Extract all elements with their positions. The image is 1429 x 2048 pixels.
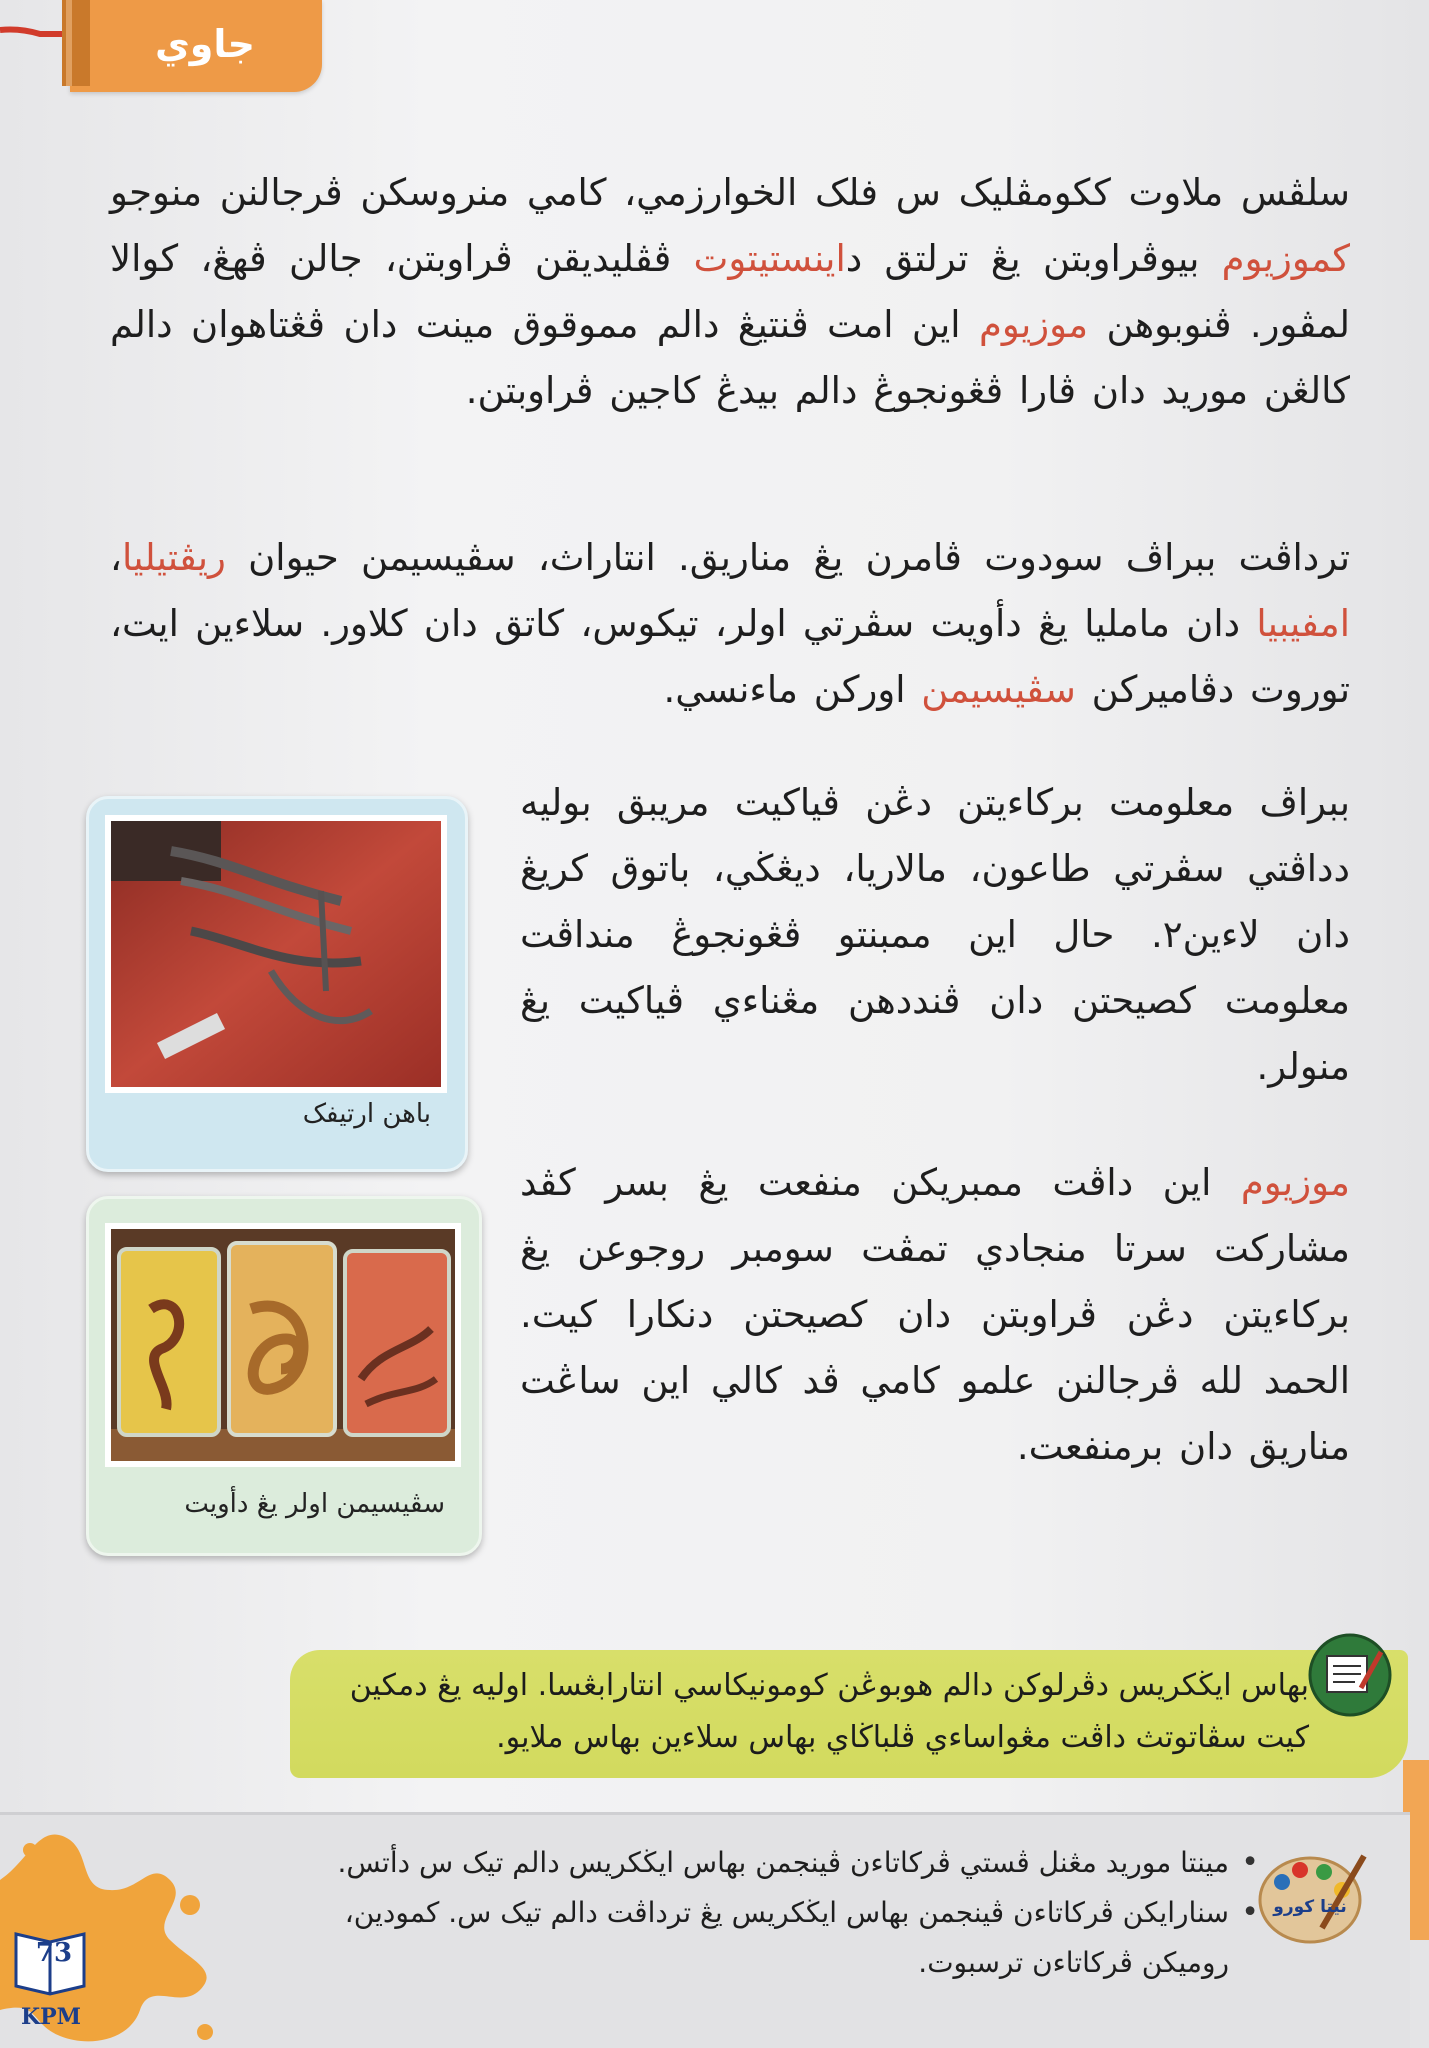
publisher-label: KPM [20, 2004, 82, 2030]
paragraph-text: ترداڤت ببراڤ سودوت ڤامرن يڠ مناريق. انتاراث، سڤيسيمن حيوان [225, 536, 1350, 579]
activity-item: • مينتا موريد مڠنل ڤستي ڤرکاتاءن ڤينجمن بهاس ايڬکريس دالم تيک س دأتس. [259, 1838, 1259, 1888]
paragraph-2 [110, 525, 1350, 723]
figure-card-artifacts [86, 796, 468, 1172]
paragraph-text: ، [110, 536, 122, 579]
highlight-word: کموزيوم [1221, 237, 1350, 280]
language-tab-label: جاوي [154, 22, 256, 66]
preserved-snake-jars-image [105, 1223, 461, 1467]
paragraph-text: بيوڤراوبتن يڠ ترلتق د [845, 237, 1222, 280]
paragraph-text: سلڤس ملاوت ككومڤليک س فلک الخوارزمي، کامي منروسکن ڤرجالنن منوجو [110, 171, 1350, 214]
palette-badge-label: نيتا کورو [1273, 1897, 1347, 1917]
highlight-word: سڤيسيمن [921, 668, 1076, 711]
language-tab [70, 0, 322, 92]
highlight-word: موزيوم [1240, 1161, 1350, 1204]
artifact-tools-image [105, 815, 447, 1093]
figure-caption: باهن ارتيفک [302, 1099, 431, 1129]
highlight-word: اينستيتوت [693, 237, 846, 280]
notepad-pencil-icon [1305, 1630, 1395, 1720]
activity-item: • سنارايکن ڤرکاتاءن ڤينجمن بهاس ايڬکريس يڠ ترداڤت دالم تيک س. کمودين، روميکن ڤرکاتاءن ترسبوت. [259, 1888, 1259, 1988]
palette-badge [1252, 1838, 1372, 1958]
highlight-word: امفيبيا [1256, 602, 1350, 645]
figure-card-specimens [86, 1196, 482, 1556]
paragraph-text: اين امت ڤنتيڠ دالم مموقوق مينت دان ڤڠتاهوان دالم کالڠن موريد دان ڤارا ڤڠونجوڠ دالم بيدڠ کاجين ڤراوبتن. [110, 303, 1350, 412]
paragraph-4 [520, 1150, 1350, 1480]
paragraph-3 [520, 770, 1350, 1100]
figure-caption: سڤيسيمن اولر يڠ دأويت [184, 1489, 445, 1519]
page-number-badge [10, 1920, 90, 2030]
paragraph-text: اورکن ماءنسي. [663, 668, 922, 711]
activity-list [259, 1838, 1259, 1988]
paragraph-text: دان مامليا يڠ دأويت سڤرتي اولر، تيکوس، کاتق دان کلاور. سلاءين ايت، توروت دڤاميرکن [110, 602, 1350, 711]
paragraph-text: ڤڤليديقن ڤراوبتن، جالن ڤهڠ، کوالا لمڤور. ڤنوبوهن [110, 237, 1350, 346]
paragraph-text: ببراڤ معلومت برکاءيتن دڠن ڤياکيت مريبق بوليه دداڤتي سڤرتي طاعون، مالاريا، ديڠڬي، باتوق کريڠ دان لاءين٢. حال اين ممبنتو ڤڠونجوڠ منداڤت معلومت کصيحتن دان ڤنددهن مڠناءي ڤياکيت يڠ منولر. [520, 781, 1350, 1088]
paint-roller-icon [0, 0, 100, 90]
paragraph-1 [110, 160, 1350, 424]
paragraph-text: اين داڤت ممبريکن منفعت يڠ بسر کڤد مشارکت سرتا منجادي تمڤت سومبر روجوعن يڠ برکاءيتن دڠن ڤراوبتن دان کصيحتن دنکارا کيت. الحمد لله ڤرجالنن علمو کامي ڤد کالي اين ساڠت مناريق دان برمنفعت. [520, 1161, 1350, 1468]
highlight-word: ريڤتيليا [121, 536, 226, 579]
note-text: بهاس ايڬکريس دڤرلوکن دالم هوبوڠن کومونيکاسي انتارابڠسا. اوليه يڠ دمکين کيت سڤاتوتث داڤت مڠواساءي ڤلباڬاي بهاس سلاءين بهاس ملايو. [349, 1668, 1309, 1755]
page-number: 73 [35, 1938, 73, 1968]
highlight-word: موزيوم [978, 303, 1089, 346]
